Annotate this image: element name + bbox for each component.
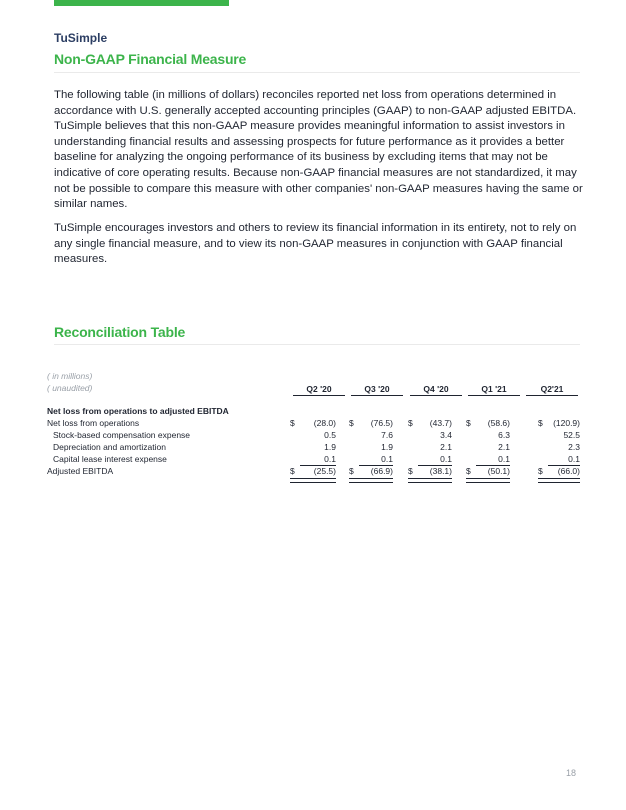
table-cell: (38.1)	[429, 466, 452, 476]
currency-symbol: $	[408, 466, 413, 476]
column-header: Q4 '20	[410, 384, 462, 396]
top-accent-bar	[54, 0, 229, 6]
subtotal-rule	[359, 465, 393, 466]
page-number: 18	[566, 768, 577, 778]
total-double-rule	[466, 478, 510, 483]
table-cell: 3.4	[440, 430, 452, 440]
reconciliation-divider	[54, 344, 580, 345]
table-cell: 1.9	[381, 442, 393, 452]
table-cell: 0.1	[324, 454, 336, 464]
column-header: Q1 '21	[468, 384, 520, 396]
table-cell: 6.3	[498, 430, 510, 440]
row-label: Adjusted EBITDA	[47, 466, 114, 476]
row-label: Capital lease interest expense	[53, 454, 167, 464]
table-cell: 0.5	[324, 430, 336, 440]
table-cell: 0.1	[381, 454, 393, 464]
currency-symbol: $	[408, 418, 413, 428]
total-double-rule	[349, 478, 393, 483]
column-header: Q2 '20	[293, 384, 345, 396]
table-cell: 0.1	[568, 454, 580, 464]
currency-symbol: $	[290, 466, 295, 476]
table-row	[47, 430, 587, 442]
currency-symbol: $	[538, 418, 543, 428]
currency-symbol: $	[290, 418, 295, 428]
table-cell: (66.0)	[557, 466, 580, 476]
column-header: Q3 '20	[351, 384, 403, 396]
section-label: Net loss from operations to adjusted EBITDA	[47, 406, 229, 416]
table-cell: 1.9	[324, 442, 336, 452]
currency-symbol: $	[466, 466, 471, 476]
subtotal-rule	[476, 465, 510, 466]
table-cell: (50.1)	[487, 466, 510, 476]
subtotal-rule	[300, 465, 336, 466]
subtotal-rule	[548, 465, 580, 466]
currency-symbol: $	[349, 418, 354, 428]
reconciliation-title: Reconciliation Table	[54, 324, 186, 340]
table-cell: (66.9)	[370, 466, 393, 476]
table-cell: (76.5)	[370, 418, 393, 428]
currency-symbol: $	[466, 418, 471, 428]
currency-symbol: $	[349, 466, 354, 476]
table-row	[47, 466, 587, 478]
total-double-rule	[290, 478, 336, 483]
table-cell: 2.1	[498, 442, 510, 452]
encouragement-paragraph: TuSimple encourages investors and others to review its financial information in its entirety, not to rely on any single financial measure, and to view its non-GAAP measures in conjunction with GAAP financial measures.	[54, 222, 577, 266]
subtotal-rule	[418, 465, 452, 466]
intro-paragraph: The following table (in millions of dollars) reconciles reported net loss from operations determined in accordance with U.S. generally accepted accounting principles (GAAP) to non-GAAP adjusted EBITDA. TuSimple believes that this non-GAAP measure provides meaningful information to assist investors in understanding financial results and assessing prospects for future performance as it provides a better baseline for analyzing the ongoing performance of its business by excluding items that may not be indicative of core operating results. Because non-GAAP financial measures are not standardized, it may not be possible to compare this measure with other companies' non-GAAP measures having the same or similar names.	[54, 89, 583, 211]
table-row	[47, 442, 587, 454]
table-cell: 52.5	[563, 430, 580, 440]
currency-symbol: $	[538, 466, 543, 476]
row-label: Net loss from operations	[47, 418, 140, 428]
column-header: Q2'21	[526, 384, 578, 396]
table-cell: (58.6)	[487, 418, 510, 428]
table-cell: 0.1	[440, 454, 452, 464]
total-double-rule	[408, 478, 452, 483]
row-label: Stock-based compensation expense	[53, 430, 191, 440]
table-cell: 2.3	[568, 442, 580, 452]
total-double-rule	[538, 478, 580, 483]
table-cell: 7.6	[381, 430, 393, 440]
title-divider	[54, 72, 580, 73]
units-note: ( in millions)	[47, 371, 93, 381]
table-row	[47, 418, 587, 430]
table-cell: (120.9)	[553, 418, 580, 428]
company-name: TuSimple	[54, 31, 108, 45]
row-label: Depreciation and amortization	[53, 442, 166, 452]
audit-note: ( unaudited)	[47, 383, 93, 393]
page-title: Non-GAAP Financial Measure	[54, 51, 247, 67]
table-cell: (25.5)	[313, 466, 336, 476]
table-cell: (28.0)	[313, 418, 336, 428]
table-cell: 0.1	[498, 454, 510, 464]
table-cell: (43.7)	[429, 418, 452, 428]
table-cell: 2.1	[440, 442, 452, 452]
